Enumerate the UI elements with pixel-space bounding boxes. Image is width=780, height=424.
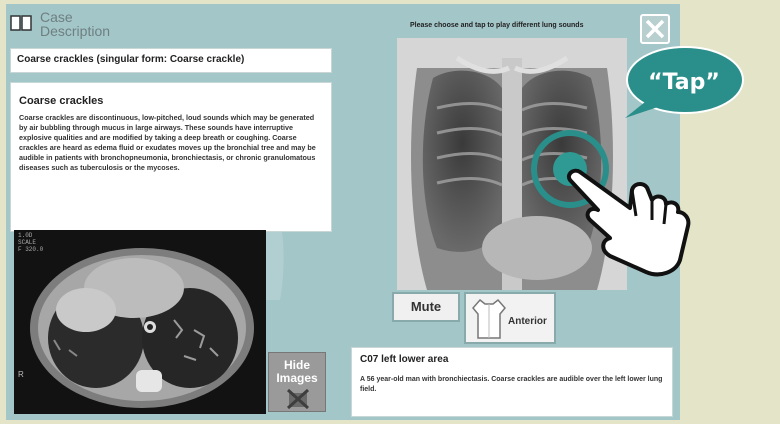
torso-icon [472,298,506,340]
instruction-text: Please choose and tap to play different lung sounds [410,22,584,29]
case-info-card [351,347,673,417]
description-text: Coarse crackles are discontinuous, low-pitched, loud sounds which may be generated by air bubbling through mucus in large airways. These sounds have interruptive explosive qualities and are modified by taking a deep breath or coughing. Coarse crackles are heard as edema fluid or exudates moves up the bronchial tree and may be audible in patients with bronchopneumonia, bronchiectasis, or chronic granulomatous diseases such as tuberculosis or the mycoses. [19,113,316,172]
description-card [10,82,332,232]
hide-images-label-line1: Hide [283,358,310,372]
header [10,10,110,38]
header-title [40,10,110,38]
anterior-view-button[interactable] [464,292,556,344]
hide-images-label-line2: Images [276,371,318,385]
close-button[interactable] [640,14,670,44]
close-icon [642,16,668,42]
book-icon [10,15,32,31]
mute-button[interactable]: Mute [392,292,460,322]
ct-meta [18,232,43,253]
anterior-label: Anterior [508,316,547,327]
header-title-line2: Description [40,23,111,39]
crossed-images-icon [286,389,310,409]
description-heading: Coarse crackles [19,95,104,107]
hide-images-button[interactable] [268,352,326,412]
ct-meta-line: SCALE [18,239,37,246]
tap-callout-text: “Tap” [648,70,720,95]
header-title-line1: Case [40,9,73,25]
ct-orientation-label: R [18,370,24,379]
case-info-title: C07 left lower area [360,354,449,365]
ct-meta-line: F 320.0 [18,246,44,253]
case-info-text: A 56 year-old man with bronchiectasis. Coarse crackles are audible over the left lower lung field. [360,376,663,393]
case-title: Coarse crackles (singular form: Coarse crackle) [10,48,332,73]
ct-meta-line: 1.0D [18,232,33,239]
ct-scan-image [14,230,266,414]
pointing-hand-icon [560,160,700,280]
ct-scan-drawing [14,230,266,414]
